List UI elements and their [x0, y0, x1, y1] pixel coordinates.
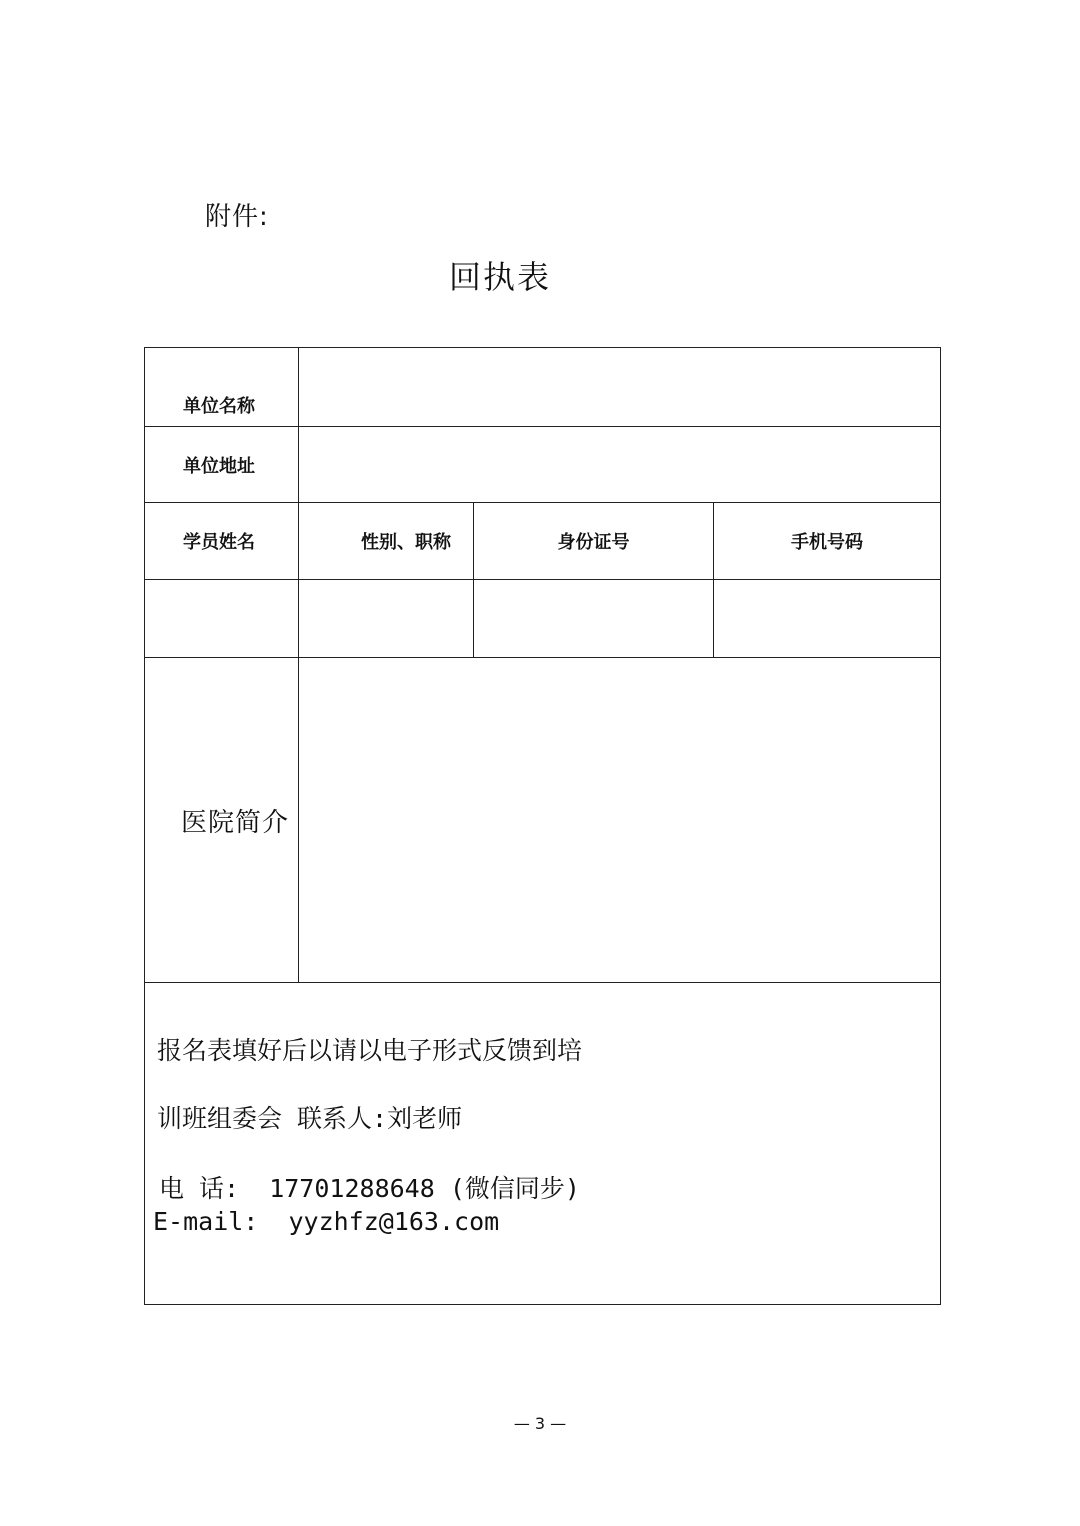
page-number: — 3 —	[513, 1414, 567, 1433]
contact-phone: 电 话: 17701288648 (微信同步)	[159, 1174, 580, 1203]
mobile-number-header: 手机号码	[714, 503, 941, 580]
receipt-form-table	[144, 347, 941, 1305]
unit-name-row	[145, 348, 941, 427]
unit-name-label: 单位名称	[145, 348, 299, 427]
mobile-number-field[interactable]	[714, 580, 941, 658]
hospital-intro-row	[145, 658, 941, 983]
gender-title-field[interactable]	[299, 580, 474, 658]
unit-name-field[interactable]	[299, 348, 941, 427]
id-number-field[interactable]	[474, 580, 714, 658]
contact-email: E-mail: yyzhfz@163.com	[153, 1207, 500, 1236]
student-entry-row	[145, 580, 941, 658]
form-title: 回执表	[448, 258, 551, 296]
hospital-intro-label: 医院简介	[145, 658, 299, 983]
attachment-label: 附件:	[205, 202, 269, 232]
column-header-row	[145, 503, 941, 580]
unit-address-field[interactable]	[299, 427, 941, 503]
id-number-header: 身份证号	[474, 503, 714, 580]
unit-address-label: 单位地址	[145, 427, 299, 503]
notes-row	[145, 983, 941, 1305]
notes-instruction-line-2: 训班组委会 联系人:刘老师	[157, 1104, 463, 1133]
hospital-intro-field[interactable]	[299, 658, 941, 983]
student-name-field[interactable]	[145, 580, 299, 658]
notes-instruction-line-1: 报名表填好后以请以电子形式反馈到培	[157, 1036, 583, 1065]
gender-title-header: 性别、职称	[299, 503, 474, 580]
notes-cell	[145, 983, 941, 1305]
unit-address-row	[145, 427, 941, 503]
student-name-header: 学员姓名	[145, 503, 299, 580]
